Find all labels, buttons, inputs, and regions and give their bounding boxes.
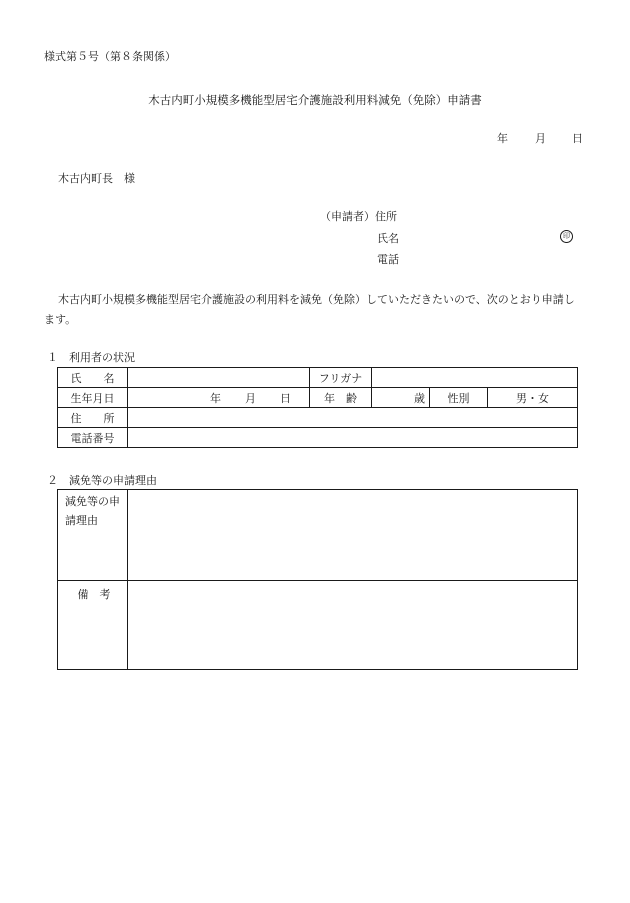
table-row [58,388,578,408]
remarks-field[interactable] [128,581,578,670]
applicant-prefix: （申請者） [320,210,375,223]
date-day-label: 日 [572,132,583,145]
birthdate-field[interactable] [128,388,310,408]
section2-title: ２ 減免等の申請理由 [47,474,157,487]
applicant-label [320,208,397,224]
name-field[interactable] [128,368,310,388]
applicant-name-label: 氏名 [377,232,399,245]
furigana-label: フリガナ [310,368,372,388]
document-title: 木古内町小規模多機能型居宅介護施設利用料減免（免除）申請書 [148,93,482,107]
reason-label: 減免等の申請理由 [58,490,128,581]
address-label: 住 所 [58,408,128,428]
applicant-address-label: 住所 [375,210,397,223]
age-unit: 歳 [414,391,425,405]
reason-field[interactable] [128,490,578,581]
reason-table [57,489,578,670]
date-year-label: 年 [497,132,508,145]
remarks-label: 備 考 [58,581,128,670]
table-row [58,368,578,388]
applicant-phone-label: 電話 [377,253,399,266]
date-month-label: 月 [535,132,546,145]
birth-year-unit: 年 [210,391,221,405]
user-status-table [57,367,578,448]
phone-label: 電話番号 [58,428,128,448]
phone-field[interactable] [128,428,578,448]
form-number: 様式第５号（第８条関係） [44,50,176,63]
table-row [58,428,578,448]
age-label: 年 齢 [310,388,372,408]
addressee: 木古内町長 様 [58,172,135,185]
sex-field[interactable]: 男・女 [488,388,578,408]
birth-month-unit: 月 [245,391,256,405]
address-field[interactable] [128,408,578,428]
age-field[interactable] [372,388,430,408]
body-text: 木古内町小規模多機能型居宅介護施設の利用料を減免（免除）していただきたいので、次のとおり申請します。 [44,293,575,326]
table-row [58,408,578,428]
furigana-field[interactable] [372,368,578,388]
section1-title: １ 利用者の状況 [47,351,135,364]
seal-mark: 印 [560,230,573,243]
table-row [58,581,578,670]
name-label: 氏 名 [58,368,128,388]
birthdate-label: 生年月日 [58,388,128,408]
table-row [58,490,578,581]
birth-day-unit: 日 [280,391,291,405]
sex-label: 性別 [430,388,488,408]
